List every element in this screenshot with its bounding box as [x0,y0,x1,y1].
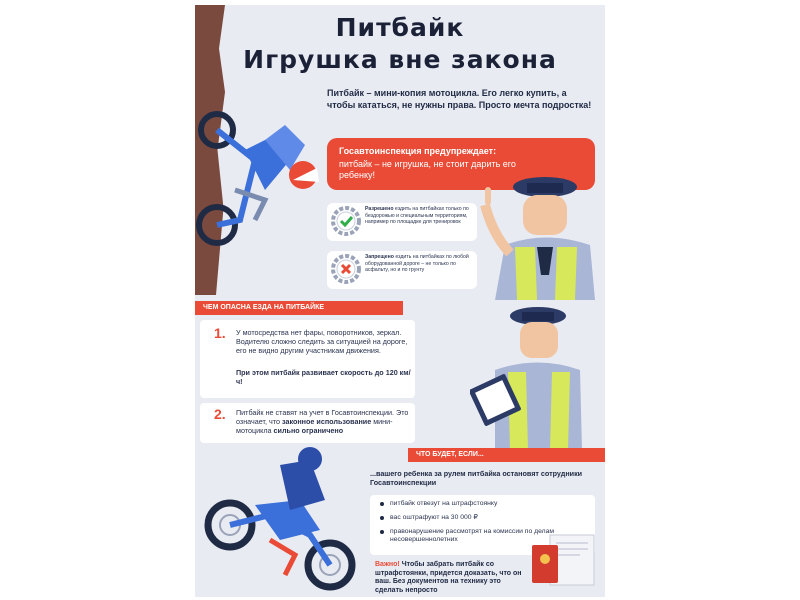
list-item: вас оштрафуют на 30 000 ₽ [380,514,585,523]
danger-item-1 [200,320,415,398]
warning-text: питбайк – не игрушка, не стоит дарить его ребенку! [339,159,516,180]
cross-gear-icon [331,254,361,284]
rule-allowed [327,203,477,241]
intro-text: Питбайк – мини-копия мотоцикла. Его легко купить, а чтобы кататься, не нужны права. Просто мечта подростка! [327,88,592,110]
rule-forbidden-text: Запрещено ездить на питбайках по любой оборудованной дороге – не только по асфальту, но и по грунту [365,254,469,273]
list-item: питбайк отвезут на штрафстоянку [380,500,585,509]
pitbike-rider-illustration [195,90,325,265]
item-1-number: 1. [214,325,226,341]
item-2-text: Питбайк не ставят на учет в Госавтоинспекции. Это означает, что законное использование мини-мотоцикла сильно ограничено [236,408,409,435]
poster [195,5,605,597]
rule-allowed-text: Разрешено ездить на питбайках только по бездорожью и специальным территориям, например по площадке для тренировок [365,206,469,225]
page-title-line2: Игрушка вне закона [243,45,557,74]
motocross-rider-illustration [200,445,370,595]
consequence-lead: ...вашего ребенка за рулем питбайка остановят сотрудники Госавтоинспекции [370,469,583,487]
list-item: правонарушение рассмотрят на комиссии по делам несовершеннолетних [380,528,585,546]
officer-clipboard-illustration [470,300,595,450]
warning-heading: Госавтоинспекция предупреждает: [339,146,497,156]
check-gear-icon [331,206,361,236]
danger-item-2 [200,403,415,443]
item-1-text: У мотосредства нет фары, поворотников, зеркал. Водителю сложно следить за ситуацией на дороге, его не видно другим участникам движения. [236,328,408,355]
important-note: Важно! Чтобы забрать питбайк со штрафстоянки, придется доказать, что он ваш. Без документов на технику это сделать непросто [375,561,522,594]
item-1-bold: При этом питбайк развивает скорость до 120 км/ч! [236,368,411,386]
page-title-line1: Питбайк [335,13,465,42]
item-2-number: 2. [214,406,226,422]
section-danger-header: ЧЕМ ОПАСНА ЕЗДА НА ПИТБАЙКЕ [195,301,403,315]
section-what-header: ЧТО БУДЕТ, ЕСЛИ... [408,448,605,462]
rule-forbidden [327,251,477,289]
documents-icon [530,533,598,588]
traffic-officer-illustration [465,165,605,300]
